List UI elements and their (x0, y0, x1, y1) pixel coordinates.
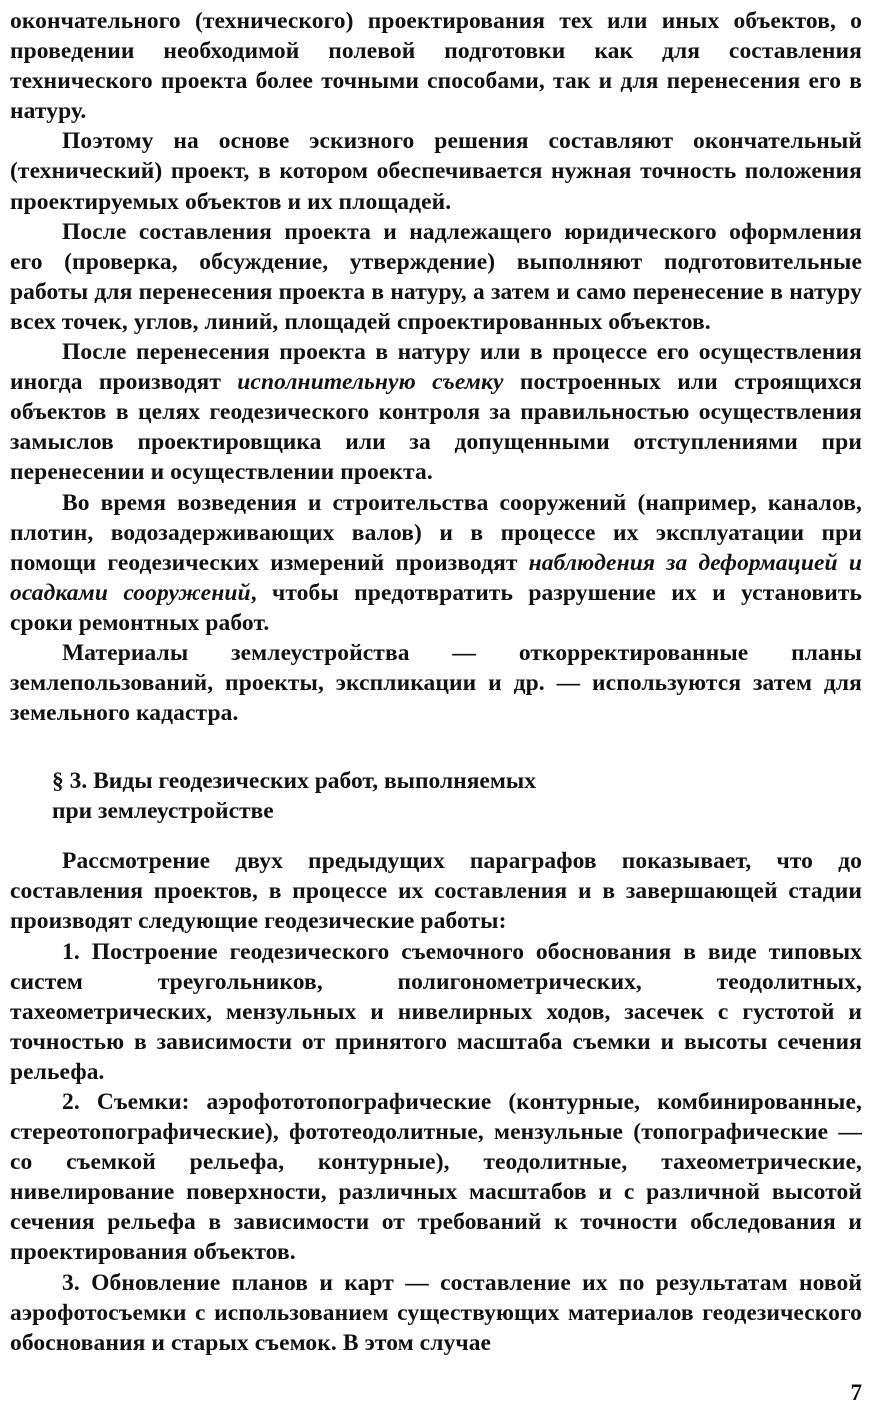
paragraph (10, 337, 862, 487)
paragraph (10, 488, 862, 638)
paragraph-continued (10, 6, 862, 126)
list-item-paragraph: 2. Съемки: аэрофототопографические (контурные, комбинированные, стереотопографические), фототеодолитные, мензульные (топографические — со съемкой рельефа, контурные), теодолитные, тахеометрические, нивелирование поверхности, различных масштабов и с различной высотой сечения рельефа в зависимости от требований к точности обследования и проектирования объектов. (10, 1089, 862, 1266)
list-item-paragraph: 3. Обновление планов и карт — составление их по результатам новой аэрофотосъемки с использованием существующих материалов геодезического обоснования и старых съемок. В этом случае (10, 1269, 862, 1356)
section-heading (52, 766, 732, 826)
paragraph-text: окончательного (технического) проектирования тех или иных объектов, о проведении необходимой полевой подготовки как для составления технического проекта более точными способами, так и для перенесения его в натуру. (10, 8, 862, 125)
paragraph (10, 126, 862, 216)
italic-term: наблюдения за деформацией и осадками сооружений (10, 549, 862, 606)
paragraph-text: , чтобы предотвратить разрушение их и установить сроки ремонтных работ. (10, 579, 863, 636)
section-heading-line-1: § 3. Виды геодезических работ, выполняемых (52, 768, 536, 795)
paragraph: Рассмотрение двух предыдущих параграфов показывает, что до составления проектов, в процессе их составления и в завершающей стадии производят следующие геодезические работы: (10, 848, 862, 935)
list-item-paragraph: 1. Построение геодезического съемочного обоснования в виде типовых систем треугольников, полигонометрических, теодолитных, тахеометрических, мензульных и нивелирных ходов, засечек с густотой и точностью в зависимости от принятого масштаба съемки и высоты сечения рельефа. (10, 938, 862, 1085)
paragraph-text: После перенесения проекта в натуру или в процессе его осуществления иногда производят (10, 339, 862, 396)
paragraph-text: построенных или строящихся объектов в целях геодезического контроля за правильностью осуществления замыслов проектировщика или за допущенными отступлениями при перенесении и осуществлении проекта. (10, 369, 862, 486)
page-number: 7 (850, 1380, 862, 1405)
paragraph-text: Во время возведения и строительства сооружений (например, каналов, плотин, водозадерживающих валов) и в процессе их эксплуатации при помощи геодезических измерений производят (10, 489, 862, 576)
book-page (10, 6, 862, 1358)
paragraph (10, 638, 862, 728)
italic-term: исполнительную съемку (237, 369, 504, 396)
paragraph-text: После составления проекта и надлежащего юридического оформления его (проверка, обсуждение, утверждение) выполняют подготовительные работы для перенесения проекта в натуру, а затем и само перенесение в натуру всех точек, углов, линий, площадей спроектированных объектов. (10, 218, 862, 335)
paragraph (10, 217, 862, 337)
section-heading-line-2: при землеустройстве (52, 798, 274, 825)
paragraph-text: Поэтому на основе эскизного решения составляют окончательный (технический) проект, в котором обеспечивается нужная точность положения проектируемых объектов и их площадей. (10, 128, 862, 215)
paragraph-text: Материалы землеустройства — откорректированные планы землепользований, проекты, экспликации и др. — используются затем для земельного кадастра. (10, 639, 862, 727)
